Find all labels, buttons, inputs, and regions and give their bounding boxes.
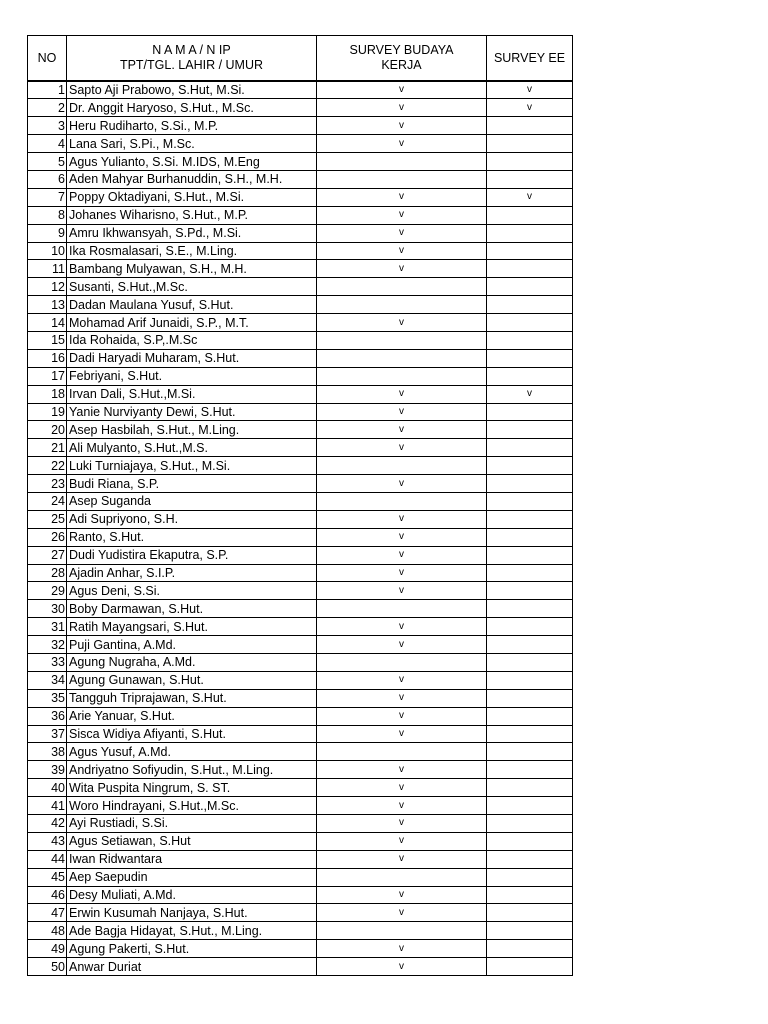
name-cell: Erwin Kusumah Nanjaya, S.Hut. — [67, 904, 317, 922]
survey-budaya-cell: v — [317, 958, 487, 976]
row-number-cell: 13 — [28, 296, 67, 314]
row-number-cell: 28 — [28, 564, 67, 582]
row-number-cell: 48 — [28, 922, 67, 940]
survey-budaya-cell: v — [317, 725, 487, 743]
survey-budaya-cell: v — [317, 188, 487, 206]
table-row — [28, 832, 573, 850]
survey-budaya-cell — [317, 296, 487, 314]
header-no: NO — [28, 36, 67, 82]
survey-ee-cell — [487, 475, 573, 493]
survey-ee-cell — [487, 367, 573, 385]
table-row — [28, 815, 573, 833]
row-number-cell: 3 — [28, 117, 67, 135]
table-row — [28, 528, 573, 546]
survey-ee-cell — [487, 260, 573, 278]
name-cell: Agung Nugraha, A.Md. — [67, 654, 317, 672]
survey-budaya-cell: v — [317, 815, 487, 833]
survey-budaya-cell — [317, 153, 487, 171]
name-cell: Luki Turniajaya, S.Hut., M.Si. — [67, 457, 317, 475]
table-row — [28, 940, 573, 958]
survey-ee-cell — [487, 940, 573, 958]
survey-budaya-cell — [317, 331, 487, 349]
survey-ee-cell — [487, 349, 573, 367]
row-number-cell: 4 — [28, 135, 67, 153]
survey-budaya-cell: v — [317, 618, 487, 636]
row-number-cell: 44 — [28, 850, 67, 868]
survey-ee-cell — [487, 206, 573, 224]
row-number-cell: 36 — [28, 707, 67, 725]
survey-ee-cell — [487, 403, 573, 421]
row-number-cell: 31 — [28, 618, 67, 636]
name-cell: Arie Yanuar, S.Hut. — [67, 707, 317, 725]
survey-budaya-cell — [317, 457, 487, 475]
row-number-cell: 50 — [28, 958, 67, 976]
row-number-cell: 43 — [28, 832, 67, 850]
survey-budaya-cell: v — [317, 403, 487, 421]
name-cell: Yanie Nurviyanty Dewi, S.Hut. — [67, 403, 317, 421]
survey-ee-cell — [487, 868, 573, 886]
survey-ee-cell — [487, 725, 573, 743]
survey-ee-cell — [487, 850, 573, 868]
survey-budaya-cell: v — [317, 439, 487, 457]
row-number-cell: 2 — [28, 99, 67, 117]
header-nama-line1: N A M A / N IP — [152, 43, 231, 57]
name-cell: Dudi Yudistira Ekaputra, S.P. — [67, 546, 317, 564]
survey-ee-cell — [487, 331, 573, 349]
survey-budaya-cell: v — [317, 636, 487, 654]
row-number-cell: 16 — [28, 349, 67, 367]
survey-ee-cell — [487, 564, 573, 582]
survey-ee-cell — [487, 421, 573, 439]
table-row — [28, 725, 573, 743]
row-number-cell: 12 — [28, 278, 67, 296]
table-row — [28, 99, 573, 117]
survey-budaya-cell — [317, 492, 487, 510]
name-cell: Ranto, S.Hut. — [67, 528, 317, 546]
name-cell: Ika Rosmalasari, S.E., M.Ling. — [67, 242, 317, 260]
survey-budaya-cell: v — [317, 385, 487, 403]
name-cell: Aep Saepudin — [67, 868, 317, 886]
name-cell: Tangguh Triprajawan, S.Hut. — [67, 689, 317, 707]
survey-budaya-cell: v — [317, 546, 487, 564]
survey-ee-cell — [487, 224, 573, 242]
row-number-cell: 20 — [28, 421, 67, 439]
name-cell: Desy Muliati, A.Md. — [67, 886, 317, 904]
header-survey-ee: SURVEY EE — [487, 36, 573, 82]
survey-budaya-cell: v — [317, 314, 487, 332]
row-number-cell: 47 — [28, 904, 67, 922]
table-body — [28, 81, 573, 976]
name-cell: Aden Mahyar Burhanuddin, S.H., M.H. — [67, 170, 317, 188]
name-cell: Mohamad Arif Junaidi, S.P., M.T. — [67, 314, 317, 332]
table-row — [28, 153, 573, 171]
row-number-cell: 37 — [28, 725, 67, 743]
table-row — [28, 546, 573, 564]
name-cell: Boby Darmawan, S.Hut. — [67, 600, 317, 618]
table-row — [28, 797, 573, 815]
name-cell: Bambang Mulyawan, S.H., M.H. — [67, 260, 317, 278]
survey-budaya-cell: v — [317, 528, 487, 546]
row-number-cell: 25 — [28, 510, 67, 528]
survey-budaya-cell: v — [317, 850, 487, 868]
survey-ee-cell — [487, 170, 573, 188]
row-number-cell: 38 — [28, 743, 67, 761]
table-row — [28, 296, 573, 314]
survey-ee-cell — [487, 779, 573, 797]
row-number-cell: 42 — [28, 815, 67, 833]
table-row — [28, 385, 573, 403]
survey-ee-cell — [487, 242, 573, 260]
header-survey-budaya-line1: SURVEY BUDAYA — [349, 43, 454, 57]
table-row — [28, 206, 573, 224]
survey-budaya-cell — [317, 600, 487, 618]
survey-ee-cell — [487, 439, 573, 457]
survey-ee-cell — [487, 636, 573, 654]
name-cell: Agung Gunawan, S.Hut. — [67, 671, 317, 689]
name-cell: Heru Rudiharto, S.Si., M.P. — [67, 117, 317, 135]
table-row — [28, 671, 573, 689]
name-cell: Sisca Widiya Afiyanti, S.Hut. — [67, 725, 317, 743]
name-cell: Ayi Rustiadi, S.Si. — [67, 815, 317, 833]
name-cell: Ratih Mayangsari, S.Hut. — [67, 618, 317, 636]
table-row — [28, 689, 573, 707]
header-survey-budaya-line2: KERJA — [381, 58, 422, 72]
table-row — [28, 654, 573, 672]
row-number-cell: 41 — [28, 797, 67, 815]
row-number-cell: 46 — [28, 886, 67, 904]
survey-ee-cell — [487, 904, 573, 922]
table-row — [28, 224, 573, 242]
survey-ee-cell — [487, 832, 573, 850]
survey-ee-cell — [487, 510, 573, 528]
row-number-cell: 29 — [28, 582, 67, 600]
survey-budaya-cell: v — [317, 421, 487, 439]
table-row — [28, 242, 573, 260]
survey-ee-cell — [487, 278, 573, 296]
row-number-cell: 6 — [28, 170, 67, 188]
row-number-cell: 19 — [28, 403, 67, 421]
survey-budaya-cell: v — [317, 242, 487, 260]
name-cell: Ajadin Anhar, S.I.P. — [67, 564, 317, 582]
row-number-cell: 5 — [28, 153, 67, 171]
table-row — [28, 707, 573, 725]
survey-ee-cell: v — [487, 385, 573, 403]
survey-budaya-cell: v — [317, 797, 487, 815]
survey-table — [27, 35, 573, 976]
survey-budaya-cell: v — [317, 940, 487, 958]
table-row — [28, 135, 573, 153]
survey-budaya-cell — [317, 367, 487, 385]
row-number-cell: 30 — [28, 600, 67, 618]
table-row — [28, 761, 573, 779]
name-cell: Dadi Haryadi Muharam, S.Hut. — [67, 349, 317, 367]
survey-ee-cell — [487, 135, 573, 153]
survey-budaya-cell — [317, 868, 487, 886]
survey-ee-cell — [487, 546, 573, 564]
table-row — [28, 331, 573, 349]
row-number-cell: 34 — [28, 671, 67, 689]
name-cell: Asep Hasbilah, S.Hut., M.Ling. — [67, 421, 317, 439]
row-number-cell: 23 — [28, 475, 67, 493]
name-cell: Budi Riana, S.P. — [67, 475, 317, 493]
table-row — [28, 636, 573, 654]
row-number-cell: 24 — [28, 492, 67, 510]
table-row — [28, 349, 573, 367]
row-number-cell: 17 — [28, 367, 67, 385]
header-survey-budaya — [317, 36, 487, 82]
survey-ee-cell — [487, 958, 573, 976]
table-row — [28, 564, 573, 582]
name-cell: Anwar Duriat — [67, 958, 317, 976]
survey-ee-cell — [487, 457, 573, 475]
survey-ee-cell — [487, 296, 573, 314]
table-row — [28, 492, 573, 510]
table-row — [28, 600, 573, 618]
name-cell: Agus Yusuf, A.Md. — [67, 743, 317, 761]
survey-budaya-cell: v — [317, 117, 487, 135]
table-row — [28, 314, 573, 332]
name-cell: Puji Gantina, A.Md. — [67, 636, 317, 654]
survey-ee-cell — [487, 654, 573, 672]
row-number-cell: 39 — [28, 761, 67, 779]
name-cell: Poppy Oktadiyani, S.Hut., M.Si. — [67, 188, 317, 206]
row-number-cell: 10 — [28, 242, 67, 260]
name-cell: Ida Rohaida, S.P,.M.Sc — [67, 331, 317, 349]
survey-budaya-cell: v — [317, 564, 487, 582]
row-number-cell: 8 — [28, 206, 67, 224]
name-cell: Sapto Aji Prabowo, S.Hut, M.Si. — [67, 81, 317, 99]
survey-budaya-cell: v — [317, 671, 487, 689]
survey-budaya-cell: v — [317, 779, 487, 797]
name-cell: Johanes Wiharisno, S.Hut., M.P. — [67, 206, 317, 224]
table-row — [28, 850, 573, 868]
survey-ee-cell — [487, 153, 573, 171]
name-cell: Ade Bagja Hidayat, S.Hut., M.Ling. — [67, 922, 317, 940]
table-row — [28, 475, 573, 493]
survey-ee-cell — [487, 582, 573, 600]
survey-budaya-cell: v — [317, 904, 487, 922]
survey-budaya-cell — [317, 278, 487, 296]
row-number-cell: 18 — [28, 385, 67, 403]
name-cell: Agus Setiawan, S.Hut — [67, 832, 317, 850]
table-row — [28, 188, 573, 206]
survey-ee-cell: v — [487, 188, 573, 206]
row-number-cell: 45 — [28, 868, 67, 886]
header-nama — [67, 36, 317, 82]
row-number-cell: 35 — [28, 689, 67, 707]
name-cell: Dr. Anggit Haryoso, S.Hut., M.Sc. — [67, 99, 317, 117]
table-row — [28, 421, 573, 439]
row-number-cell: 9 — [28, 224, 67, 242]
table-row — [28, 904, 573, 922]
survey-budaya-cell: v — [317, 224, 487, 242]
table-row — [28, 779, 573, 797]
row-number-cell: 27 — [28, 546, 67, 564]
survey-ee-cell — [487, 689, 573, 707]
survey-ee-cell — [487, 528, 573, 546]
row-number-cell: 14 — [28, 314, 67, 332]
table-row — [28, 278, 573, 296]
row-number-cell: 32 — [28, 636, 67, 654]
survey-budaya-cell: v — [317, 689, 487, 707]
survey-ee-cell — [487, 600, 573, 618]
survey-budaya-cell — [317, 743, 487, 761]
survey-ee-cell — [487, 314, 573, 332]
name-cell: Irvan Dali, S.Hut.,M.Si. — [67, 385, 317, 403]
survey-budaya-cell: v — [317, 707, 487, 725]
name-cell: Lana Sari, S.Pi., M.Sc. — [67, 135, 317, 153]
survey-budaya-cell — [317, 349, 487, 367]
name-cell: Iwan Ridwantara — [67, 850, 317, 868]
table-row — [28, 367, 573, 385]
survey-budaya-cell: v — [317, 135, 487, 153]
table-row — [28, 886, 573, 904]
table-row — [28, 81, 573, 99]
row-number-cell: 22 — [28, 457, 67, 475]
table-row — [28, 510, 573, 528]
header-nama-line2: TPT/TGL. LAHIR / UMUR — [119, 58, 264, 72]
name-cell: Andriyatno Sofiyudin, S.Hut., M.Ling. — [67, 761, 317, 779]
row-number-cell: 49 — [28, 940, 67, 958]
survey-ee-cell — [487, 707, 573, 725]
row-number-cell: 15 — [28, 331, 67, 349]
table-row — [28, 582, 573, 600]
survey-ee-cell — [487, 671, 573, 689]
table-row — [28, 868, 573, 886]
survey-ee-cell — [487, 117, 573, 135]
row-number-cell: 21 — [28, 439, 67, 457]
row-number-cell: 40 — [28, 779, 67, 797]
survey-ee-cell — [487, 492, 573, 510]
table-row — [28, 922, 573, 940]
survey-ee-cell: v — [487, 81, 573, 99]
survey-budaya-cell: v — [317, 832, 487, 850]
name-cell: Agus Yulianto, S.Si. M.IDS, M.Eng — [67, 153, 317, 171]
name-cell: Ali Mulyanto, S.Hut.,M.S. — [67, 439, 317, 457]
name-cell: Susanti, S.Hut.,M.Sc. — [67, 278, 317, 296]
name-cell: Wita Puspita Ningrum, S. ST. — [67, 779, 317, 797]
survey-budaya-cell: v — [317, 475, 487, 493]
name-cell: Agus Deni, S.Si. — [67, 582, 317, 600]
table-row — [28, 439, 573, 457]
survey-budaya-cell: v — [317, 886, 487, 904]
name-cell: Asep Suganda — [67, 492, 317, 510]
row-number-cell: 26 — [28, 528, 67, 546]
table-row — [28, 618, 573, 636]
name-cell: Adi Supriyono, S.H. — [67, 510, 317, 528]
survey-budaya-cell: v — [317, 510, 487, 528]
table-row — [28, 403, 573, 421]
name-cell: Dadan Maulana Yusuf, S.Hut. — [67, 296, 317, 314]
table-row — [28, 743, 573, 761]
survey-ee-cell — [487, 761, 573, 779]
survey-ee-cell — [487, 815, 573, 833]
name-cell: Febriyani, S.Hut. — [67, 367, 317, 385]
survey-ee-cell — [487, 797, 573, 815]
table-row — [28, 170, 573, 188]
survey-budaya-cell: v — [317, 99, 487, 117]
survey-ee-cell — [487, 922, 573, 940]
name-cell: Woro Hindrayani, S.Hut.,M.Sc. — [67, 797, 317, 815]
survey-ee-cell — [487, 886, 573, 904]
row-number-cell: 33 — [28, 654, 67, 672]
table-row — [28, 117, 573, 135]
name-cell: Amru Ikhwansyah, S.Pd., M.Si. — [67, 224, 317, 242]
survey-budaya-cell — [317, 922, 487, 940]
survey-ee-cell — [487, 743, 573, 761]
survey-budaya-cell: v — [317, 582, 487, 600]
row-number-cell: 1 — [28, 81, 67, 99]
survey-budaya-cell: v — [317, 81, 487, 99]
table-row — [28, 457, 573, 475]
survey-budaya-cell: v — [317, 206, 487, 224]
header-row — [28, 36, 573, 82]
survey-ee-cell: v — [487, 99, 573, 117]
table-row — [28, 260, 573, 278]
survey-budaya-cell — [317, 654, 487, 672]
survey-budaya-cell — [317, 170, 487, 188]
survey-budaya-cell: v — [317, 761, 487, 779]
survey-ee-cell — [487, 618, 573, 636]
row-number-cell: 7 — [28, 188, 67, 206]
name-cell: Agung Pakerti, S.Hut. — [67, 940, 317, 958]
table-row — [28, 958, 573, 976]
row-number-cell: 11 — [28, 260, 67, 278]
survey-budaya-cell: v — [317, 260, 487, 278]
